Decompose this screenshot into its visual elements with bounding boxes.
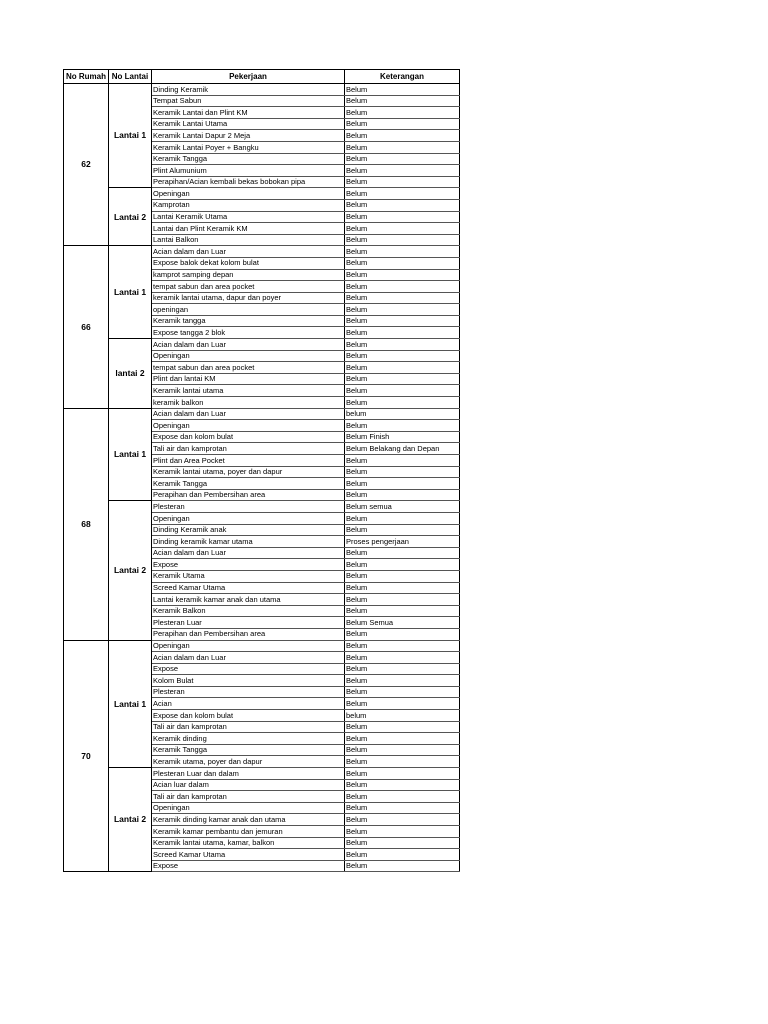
job-cell: Lantai Keramik Utama [152,211,345,223]
job-cell: Plint Alumunium [152,165,345,177]
house-number-cell: 68 [64,408,109,640]
job-cell: Keramik Lantai Dapur 2 Meja [152,130,345,142]
status-cell: Belum [345,721,460,733]
status-cell: Belum [345,663,460,675]
status-cell: Belum [345,373,460,385]
floor-label-cell: Lantai 1 [109,246,152,339]
status-cell: Belum [345,779,460,791]
status-cell: Belum [345,397,460,409]
job-cell: Acian luar dalam [152,779,345,791]
job-cell: Keramik lantai utama [152,385,345,397]
status-cell: Belum [345,211,460,223]
table-row [64,84,460,96]
status-cell: Belum [345,733,460,745]
floor-label-cell: Lantai 1 [109,640,152,768]
job-cell: Keramik Lantai Poyer + Bangku [152,141,345,153]
status-cell: Belum [345,188,460,200]
job-cell: Keramik lantai utama, kamar, balkon [152,837,345,849]
job-cell: Tempat Sabun [152,95,345,107]
header-no-lantai: No Lantai [109,70,152,84]
job-cell: Lantai dan Plint Keramik KM [152,223,345,235]
status-cell: belum [345,408,460,420]
status-cell: Belum [345,628,460,640]
header-keterangan: Keterangan [345,70,460,84]
job-cell: Perapihan/Acian kembali bekas bobokan pipa [152,176,345,188]
status-cell: Belum [345,466,460,478]
status-cell: Belum [345,257,460,269]
job-cell: Expose tangga 2 blok [152,327,345,339]
job-cell: Keramik lantai utama, poyer dan dapur [152,466,345,478]
job-cell: Acian dalam dan Luar [152,246,345,258]
job-cell: Openingan [152,802,345,814]
job-cell: Openingan [152,512,345,524]
status-cell: Belum [345,350,460,362]
status-cell: Belum [345,304,460,316]
status-cell: Belum [345,826,460,838]
status-cell: Belum [345,107,460,119]
status-cell: belum [345,710,460,722]
work-status-table [63,69,460,872]
status-cell: Belum [345,165,460,177]
status-cell: Belum [345,524,460,536]
status-cell: Belum [345,791,460,803]
job-cell: Keramik Balkon [152,605,345,617]
job-cell: kamprot samping depan [152,269,345,281]
job-cell: Acian dalam dan Luar [152,652,345,664]
house-number-cell: 70 [64,640,109,872]
job-cell: Keramik Tangga [152,153,345,165]
floor-label-cell: Lantai 1 [109,84,152,188]
status-cell: Belum Semua [345,617,460,629]
status-cell: Belum [345,675,460,687]
job-cell: Tali air dan kamprotan [152,721,345,733]
job-cell: Keramik Lantai Utama [152,118,345,130]
status-cell: Belum [345,768,460,780]
job-cell: Plesteran [152,686,345,698]
status-cell: Belum [345,849,460,861]
job-cell: Keramik tangga [152,315,345,327]
job-cell: keramik balkon [152,397,345,409]
status-cell: Belum [345,478,460,490]
job-cell: Perapihan dan Pembersihan area [152,489,345,501]
job-cell: Kolom Bulat [152,675,345,687]
status-cell: Belum [345,130,460,142]
status-cell: Belum [345,199,460,211]
floor-label-cell: Lantai 2 [109,188,152,246]
job-cell: Expose [152,559,345,571]
table-row [64,640,460,652]
job-cell: Kamprotan [152,199,345,211]
job-cell: Openingan [152,188,345,200]
job-cell: Acian dalam dan Luar [152,408,345,420]
status-cell: Belum [345,223,460,235]
status-cell: Proses pengerjaan [345,536,460,548]
job-cell: Keramik Tangga [152,744,345,756]
job-cell: Dinding keramik kamar utama [152,536,345,548]
job-cell: Expose balok dekat kolom bulat [152,257,345,269]
table-body [64,84,460,872]
status-cell: Belum [345,570,460,582]
job-cell: Tali air dan kamprotan [152,443,345,455]
status-cell: Belum [345,420,460,432]
status-cell: Belum [345,686,460,698]
floor-label-cell: lantai 2 [109,339,152,409]
header-pekerjaan: Pekerjaan [152,70,345,84]
status-cell: Belum [345,802,460,814]
floor-label-cell: Lantai 1 [109,408,152,501]
status-cell: Belum [345,234,460,246]
job-cell: Keramik Lantai dan Plint KM [152,107,345,119]
job-cell: Openingan [152,420,345,432]
job-cell: Expose dan kolom bulat [152,431,345,443]
job-cell: Tali air dan kamprotan [152,791,345,803]
table-row [64,408,460,420]
house-number-cell: 66 [64,246,109,408]
header-no-rumah: No Rumah [64,70,109,84]
status-cell: Belum Finish [345,431,460,443]
job-cell: openingan [152,304,345,316]
table-row [64,246,460,258]
job-cell: Lantai Balkon [152,234,345,246]
status-cell: Belum [345,118,460,130]
status-cell: Belum [345,652,460,664]
job-cell: Perapihan dan Pembersihan area [152,628,345,640]
header-row [64,70,460,84]
status-cell: Belum [345,756,460,768]
job-cell: Screed Kamar Utama [152,582,345,594]
job-cell: Expose dan kolom bulat [152,710,345,722]
status-cell: Belum [345,327,460,339]
status-cell: Belum [345,814,460,826]
status-cell: Belum [345,315,460,327]
job-cell: tempat sabun dan area pocket [152,281,345,293]
job-cell: Acian [152,698,345,710]
status-cell: Belum [345,860,460,872]
status-cell: Belum Belakang dan Depan [345,443,460,455]
job-cell: Plesteran Luar [152,617,345,629]
job-cell: Plesteran [152,501,345,513]
status-cell: Belum [345,385,460,397]
job-cell: Openingan [152,640,345,652]
job-cell: tempat sabun dan area pocket [152,362,345,374]
job-cell: Dinding Keramik [152,84,345,96]
status-cell: Belum [345,269,460,281]
job-cell: Keramik kamar pembantu dan jemuran [152,826,345,838]
status-cell: Belum [345,489,460,501]
status-cell: Belum [345,246,460,258]
status-cell: Belum [345,292,460,304]
job-cell: Acian dalam dan Luar [152,547,345,559]
job-cell: Plesteran Luar dan dalam [152,768,345,780]
table-row [64,339,460,351]
status-cell: Belum [345,362,460,374]
status-cell: Belum [345,605,460,617]
job-cell: Keramik Tangga [152,478,345,490]
job-cell: Plint dan Area Pocket [152,455,345,467]
table-row [64,501,460,513]
status-cell: Belum [345,455,460,467]
table-row [64,768,460,780]
job-cell: Acian dalam dan Luar [152,339,345,351]
status-cell: Belum semua [345,501,460,513]
floor-label-cell: Lantai 2 [109,768,152,872]
job-cell: Keramik utama, poyer dan dapur [152,756,345,768]
table-row [64,188,460,200]
status-cell: Belum [345,512,460,524]
status-cell: Belum [345,744,460,756]
status-cell: Belum [345,141,460,153]
status-cell: Belum [345,95,460,107]
status-cell: Belum [345,84,460,96]
job-cell: Expose [152,663,345,675]
status-cell: Belum [345,594,460,606]
job-cell: Dinding Keramik anak [152,524,345,536]
house-number-cell: 62 [64,84,109,246]
job-cell: keramik lantai utama, dapur dan poyer [152,292,345,304]
status-cell: Belum [345,176,460,188]
job-cell: Plint dan lantai KM [152,373,345,385]
job-cell: Keramik dinding [152,733,345,745]
floor-label-cell: Lantai 2 [109,501,152,640]
status-cell: Belum [345,582,460,594]
job-cell: Screed Kamar Utama [152,849,345,861]
status-cell: Belum [345,547,460,559]
job-cell: Keramik dinding kamar anak dan utama [152,814,345,826]
status-cell: Belum [345,640,460,652]
job-cell: Openingan [152,350,345,362]
status-cell: Belum [345,698,460,710]
status-cell: Belum [345,339,460,351]
job-cell: Expose [152,860,345,872]
status-cell: Belum [345,837,460,849]
job-cell: Keramik Utama [152,570,345,582]
job-cell: Lantai keramik kamar anak dan utama [152,594,345,606]
status-cell: Belum [345,559,460,571]
status-cell: Belum [345,153,460,165]
status-cell: Belum [345,281,460,293]
